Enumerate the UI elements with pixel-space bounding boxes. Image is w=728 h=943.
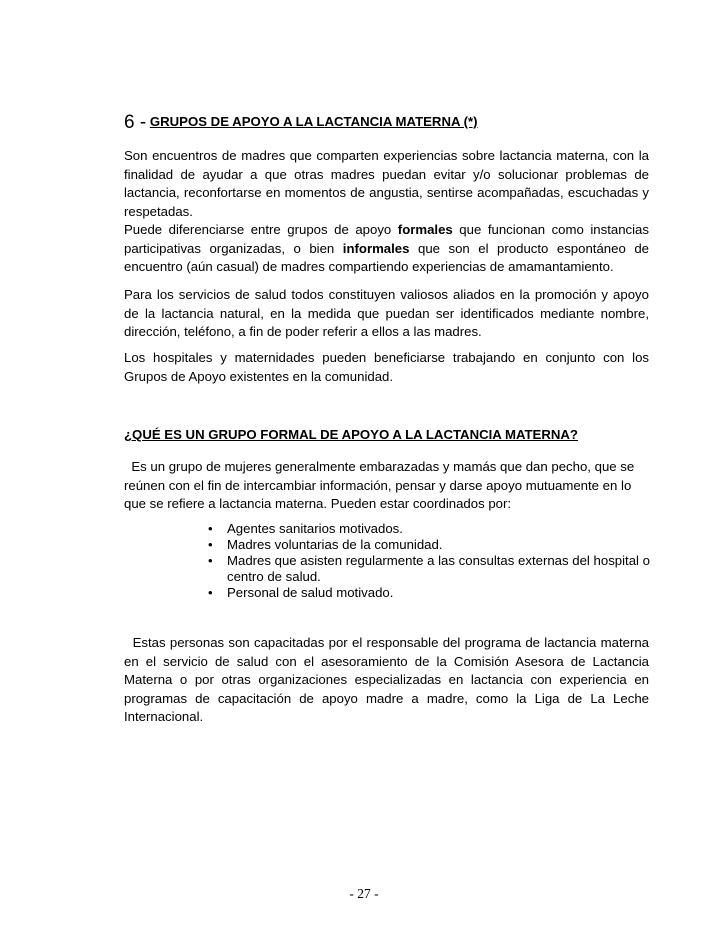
list-item xyxy=(208,537,653,553)
section-title: GRUPOS DE APOYO A LA LACTANCIA MATERNA (*) xyxy=(149,114,478,129)
bullet-icon: • xyxy=(208,585,213,600)
list-item xyxy=(208,553,653,585)
bullet-icon: • xyxy=(208,553,213,568)
paragraph-health-services: Para los servicios de salud todos constituyen valiosos aliados en la promoción y apoyo de la lactancia natural, en la medida que puedan ser identificados mediante nombre, dirección, teléfono, a fin de poder referir a ellos a las madres. xyxy=(124,287,649,339)
list-item-text: Madres que asisten regularmente a las consultas externas del hospital o centro de salud. xyxy=(227,553,650,584)
subsection-heading: ¿QUÉ ES UN GRUPO FORMAL DE APOYO A LA LACTANCIA MATERNA? xyxy=(124,427,578,442)
paragraph-hospitals: Los hospitales y maternidades pueden beneficiarse trabajando en conjunto con los Grupos de Apoyo existentes en la comunidad. xyxy=(124,350,649,384)
paragraph-text: que funcionan como instancias participativas organizadas, o bien xyxy=(124,222,649,256)
bullet-icon: • xyxy=(208,521,213,536)
paragraph-definition: Es un grupo de mujeres generalmente embarazadas y mamás que dan pecho, que se reúnen con el fin de intercambiar información, pensar y darse apoyo mutuamente en lo que se refiere a lactancia materna. Pueden estar coordinados por: xyxy=(124,459,638,511)
coordinator-list xyxy=(208,521,653,601)
list-item xyxy=(208,521,653,537)
section-number: 6 - xyxy=(124,112,147,133)
bullet-icon: • xyxy=(208,537,213,552)
section-heading xyxy=(124,112,649,134)
list-item-text: Madres voluntarias de la comunidad. xyxy=(227,537,443,552)
emphasis-formales: formales xyxy=(397,222,453,237)
list-item-text: Agentes sanitarios motivados. xyxy=(227,521,403,536)
paragraph-formal-informal xyxy=(124,221,649,277)
emphasis-informales: informales xyxy=(342,240,410,256)
paragraph-intro: Son encuentros de madres que comparten experiencias sobre lactancia materna, con la finalidad de ayudar a que otras madres puedan evitar y/o solucionar problemas de lactancia, reconfortarse en momentos de angustia, sentirse acompañadas, escuchadas y respetadas. xyxy=(124,148,649,219)
paragraph-text: Puede diferenciarse entre grupos de apoyo xyxy=(124,222,398,237)
list-item xyxy=(208,585,653,601)
page-number: - 27 - xyxy=(349,886,379,901)
paragraph-text: que son el producto espontáneo de encuentro (aún casual) de madres compartiendo experiencias de amamantamiento. xyxy=(124,240,649,274)
list-item-text: Personal de salud motivado. xyxy=(227,585,394,600)
paragraph-training: Estas personas son capacitadas por el responsable del programa de lactancia materna en el servicio de salud con el asesoramiento de la Comisión Asesora de Lactancia Materna o por otras organizaciones especializadas en lactancia con experiencia en programas de capacitación de apoyo madre a madre, como la Liga de La Leche Internacional. xyxy=(124,635,653,724)
